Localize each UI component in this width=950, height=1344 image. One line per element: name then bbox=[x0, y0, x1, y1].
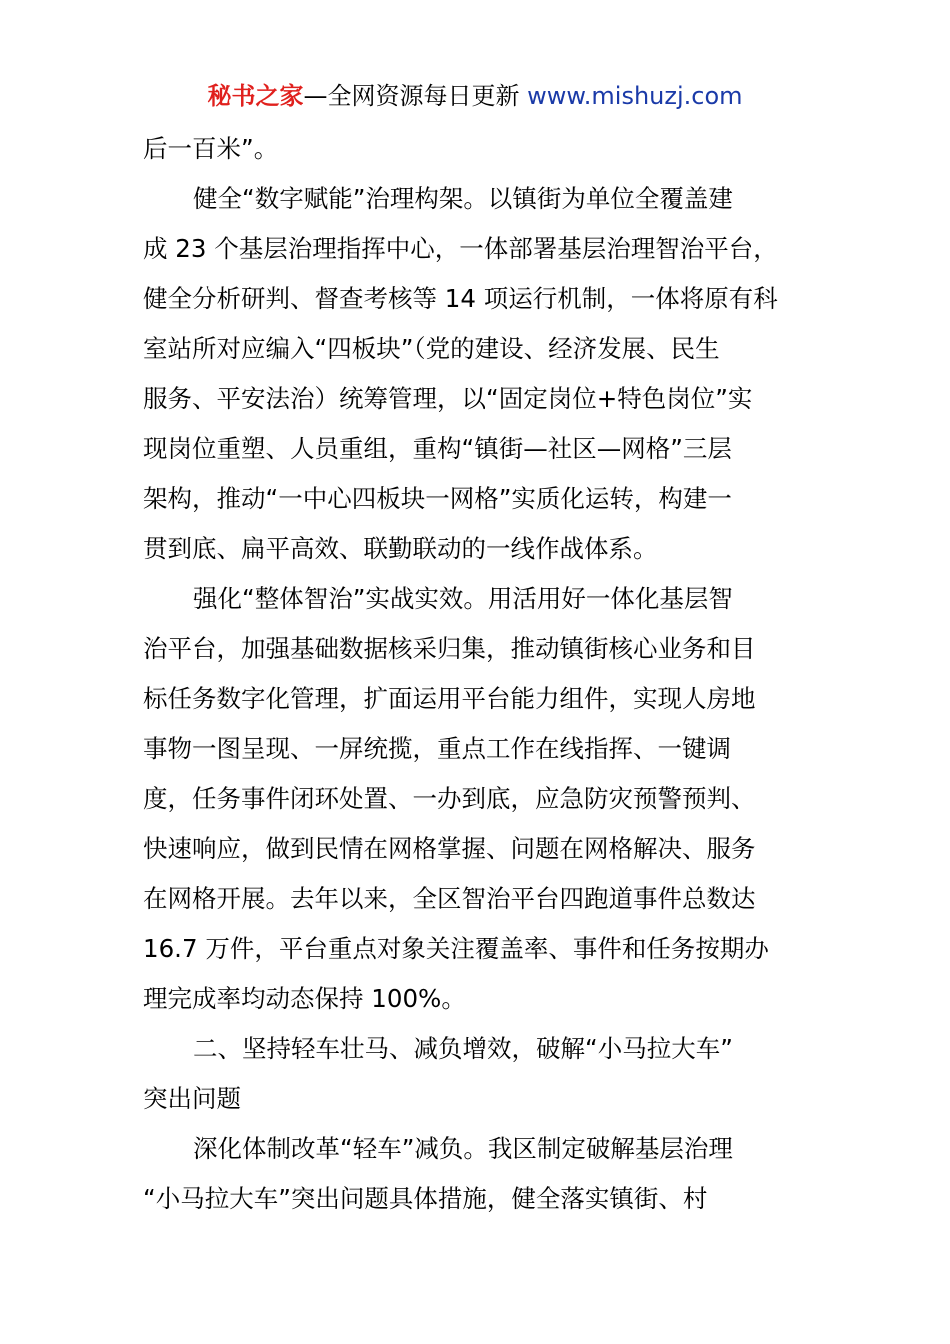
section-heading-two-cont: 突出问题 bbox=[143, 1084, 241, 1113]
document-body bbox=[143, 124, 813, 1224]
paragraph-heading-holistic-governance: 强化“整体智治”实战实效。用活用好一体化基层智 bbox=[193, 584, 733, 613]
text-line: 室站所对应编入“四板块”（党的建设、经济发展、民生 bbox=[143, 334, 720, 363]
site-brand: 秘书之家 bbox=[207, 82, 304, 110]
text-line: 后一百米”。 bbox=[143, 134, 279, 163]
text-line: 事物一图呈现、一屏统揽，重点工作在线指挥、一键调 bbox=[143, 734, 731, 763]
text-line: 理完成率均动态保持 100%。 bbox=[143, 984, 466, 1013]
text-line: 快速响应，做到民情在网格掌握、问题在网格解决、服务 bbox=[143, 834, 756, 863]
text-line: 成 23 个基层治理指挥中心，一体部署基层治理智治平台， bbox=[143, 234, 778, 263]
text-line: “小马拉大车”突出问题具体措施，健全落实镇街、村 bbox=[143, 1184, 708, 1213]
text-line: 16.7 万件，平台重点对象关注覆盖率、事件和任务按期办 bbox=[143, 934, 769, 963]
text-line: 现岗位重塑、人员重组，重构“镇街—社区—网格”三层 bbox=[143, 434, 732, 463]
text-line: 度，任务事件闭环处置、一办到底，应急防灾预警预判、 bbox=[143, 784, 756, 813]
text-line: 服务、平安法治）统筹管理，以“固定岗位+特色岗位”实 bbox=[143, 384, 753, 413]
text-line: 标任务数字化管理，扩面运用平台能力组件，实现人房地 bbox=[143, 684, 756, 713]
site-url-link[interactable]: www.mishuzj.com bbox=[527, 82, 743, 110]
text-line: 健全分析研判、督查考核等 14 项运行机制，一体将原有科 bbox=[143, 284, 778, 313]
section-heading-two: 二、坚持轻车壮马、减负增效，破解“小马拉大车” bbox=[193, 1034, 733, 1063]
paragraph-heading-digital-empowerment: 健全“数字赋能”治理构架。以镇街为单位全覆盖建 bbox=[193, 184, 733, 213]
text-line: 贯到底、扁平高效、联勤联动的一线作战体系。 bbox=[143, 534, 658, 563]
text-line: 在网格开展。去年以来，全区智治平台四跑道事件总数达 bbox=[143, 884, 756, 913]
site-header bbox=[0, 80, 950, 112]
text-line: 治平台，加强基础数据核采归集，推动镇街核心业务和目 bbox=[143, 634, 756, 663]
text-line: 架构，推动“一中心四板块一网格”实质化运转，构建一 bbox=[143, 484, 732, 513]
paragraph-heading-reform: 深化体制改革“轻车”减负。我区制定破解基层治理 bbox=[193, 1134, 733, 1163]
site-tagline: —全网资源每日更新 bbox=[303, 82, 528, 110]
